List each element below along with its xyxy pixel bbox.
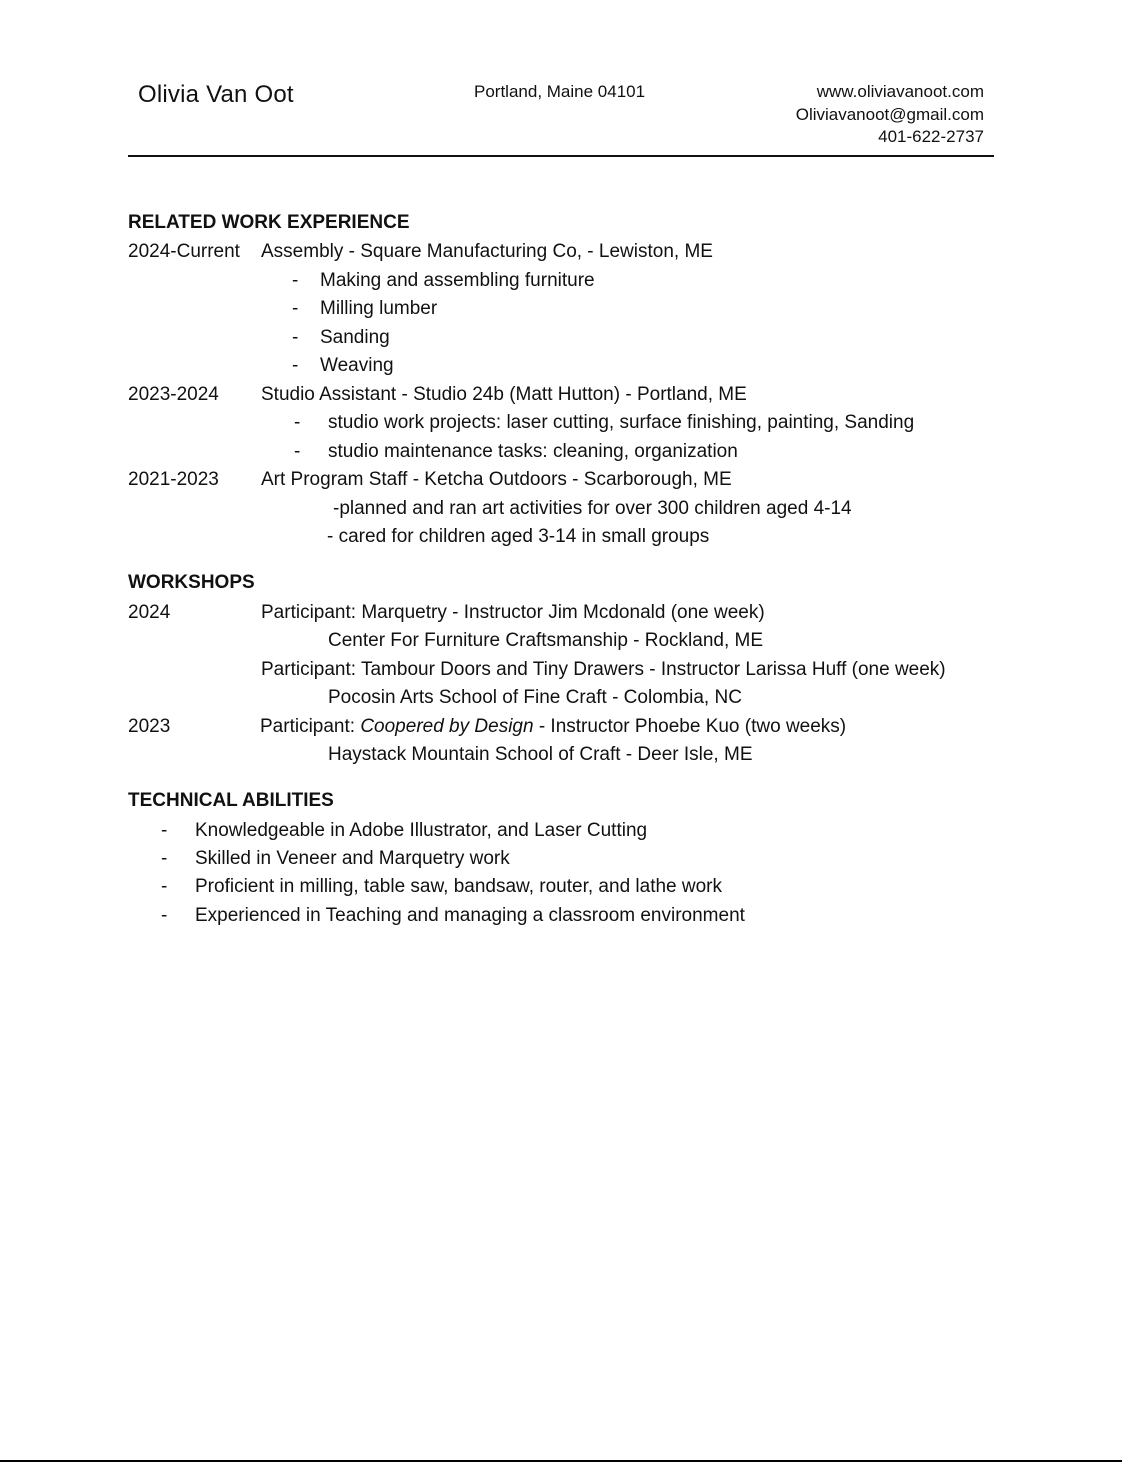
- list-dash: -: [292, 355, 299, 376]
- workshop-label: [260, 716, 846, 738]
- workshop-label-suffix: - Instructor Phoebe Kuo (two weeks): [533, 716, 847, 737]
- job-bullet: -planned and ran art activities for over 300 children aged 4-14: [333, 498, 852, 519]
- workshop-label-italic: Coopered by Design: [360, 716, 534, 737]
- list-dash: -: [161, 820, 168, 841]
- job-bullet: Sanding: [320, 327, 390, 348]
- workshop-year: 2024: [128, 602, 171, 623]
- job-bullet: studio work projects: laser cutting, surface finishing, painting, Sanding: [328, 412, 915, 433]
- job-bullet: Weaving: [320, 355, 394, 376]
- list-dash: -: [161, 905, 168, 926]
- job-dates: 2023-2024: [128, 384, 219, 405]
- list-dash: -: [292, 298, 299, 319]
- candidate-name: Olivia Van Oot: [138, 81, 294, 108]
- job-dates: 2024-Current: [128, 241, 240, 262]
- job-dates: 2021-2023: [128, 469, 219, 490]
- workshop-label-prefix: Participant:: [260, 716, 361, 737]
- workshop-place: Pocosin Arts School of Fine Craft - Colombia, NC: [328, 687, 742, 708]
- section-title-technical: TECHNICAL ABILITIES: [128, 790, 334, 811]
- list-dash: -: [294, 412, 301, 433]
- list-dash: -: [161, 876, 168, 897]
- job-title: Art Program Staff - Ketcha Outdoors - Scarborough, ME: [261, 469, 732, 490]
- job-bullet: - cared for children aged 3-14 in small groups: [327, 526, 710, 547]
- list-dash: -: [292, 327, 299, 348]
- ability-item: Experienced in Teaching and managing a classroom environment: [195, 905, 745, 926]
- job-bullet: Making and assembling furniture: [320, 270, 595, 291]
- section-title-workshops: WORKSHOPS: [128, 572, 255, 593]
- email-link[interactable]: Oliviavanoot@gmail.com: [795, 105, 984, 124]
- workshop-label: Participant: Tambour Doors and Tiny Drawers - Instructor Larissa Huff (one week): [261, 659, 946, 680]
- section-title-work: RELATED WORK EXPERIENCE: [128, 212, 410, 233]
- location: Portland, Maine 04101: [474, 82, 646, 101]
- workshop-place: Center For Furniture Craftsmanship - Rockland, ME: [328, 630, 764, 651]
- workshop-label: Participant: Marquetry - Instructor Jim Mcdonald (one week): [261, 602, 765, 623]
- job-bullet: studio maintenance tasks: cleaning, organization: [328, 441, 738, 462]
- workshop-year: 2023: [128, 716, 171, 737]
- ability-item: Knowledgeable in Adobe Illustrator, and Laser Cutting: [195, 820, 648, 841]
- job-title: Studio Assistant - Studio 24b (Matt Hutton) - Portland, ME: [261, 384, 747, 405]
- job-bullet: Milling lumber: [320, 298, 438, 319]
- header-divider: [128, 155, 994, 157]
- list-dash: -: [161, 848, 168, 869]
- list-dash: -: [294, 441, 301, 462]
- list-dash: -: [292, 270, 299, 291]
- ability-item: Skilled in Veneer and Marquetry work: [195, 848, 510, 869]
- website-link[interactable]: www.oliviavanoot.com: [816, 82, 984, 101]
- phone-number: 401-622-2737: [878, 127, 984, 146]
- job-title: Assembly - Square Manufacturing Co, - Lewiston, ME: [261, 241, 713, 262]
- workshop-place: Haystack Mountain School of Craft - Deer Isle, ME: [328, 744, 753, 765]
- ability-item: Proficient in milling, table saw, bandsaw, router, and lathe work: [195, 876, 723, 897]
